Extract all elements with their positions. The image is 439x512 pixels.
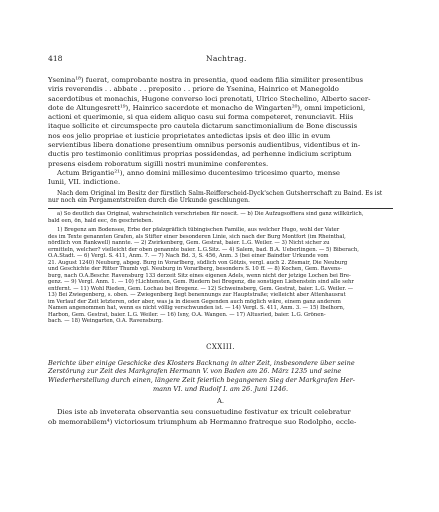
- textual-footnotes: [48, 211, 393, 224]
- document-page: [48, 54, 393, 427]
- source-line: nur noch ein Pergamentstreifen durch die Urkunde geschlungen.: [48, 197, 250, 205]
- footnote-line: O.A.Stadt. — 6) Vergl. S. 411, Anm. 7. — 7) Nach Bd. 3, S. 456, Anm. 3 (bei einer Baindter Urkunde vom: [48, 253, 329, 260]
- footnote-line: des im Texte genannten Grafen, als Stifter einer besonderen Linie, sich nach der Burg Montfort (im Rheinthal,: [48, 233, 346, 240]
- footnote-line: burg, nach O.A.Beschr. Ravensburg 133 derzeit Sitz eines eigenen Adels, wenn nicht der jetzige Lochen bei Bre-: [48, 272, 351, 279]
- footnote-line: nördlich von Rankwell) nannte. — 2) Zwirkenberg, Gem. Gestrat, baier. L.G. Weiler. — 3) Nicht sicher zu: [48, 240, 330, 247]
- section-text: [48, 408, 393, 427]
- text-line: presens eisdem roboratum sigilli nostri munimine conferentes.: [48, 159, 269, 168]
- text-line: ob memorabilem⁴) victoriosum triumphum ab Hermanno fratreque suo Rodolpho, eccle-: [48, 417, 357, 426]
- running-title: Nachtrag.: [206, 54, 247, 63]
- footnote-line: bald een, ön, hald eec, ön geschrieben.: [48, 217, 154, 224]
- footnote-line: und Geschichte der Ritter Thumb vgl. Neuburg in Vorarlberg, besonders S. 10 ff. — 8) Kochen, Gem. Ravens-: [48, 266, 342, 273]
- footnote-line: entfernt. — 11) Wohl Rieden, Gem. Lochau bei Bregenz. — 12) Schweinsberg, Gem. Gestrat, baier. L.G. Weiler. —: [48, 285, 354, 292]
- summary-line: Berichte über einige Geschicke des Klosters Backnang in alter Zeit, insbesondere über seine: [48, 358, 355, 367]
- footnote-line: 13) Bei Zwiegenberg, s. oben. — Zwiegenberg liegt benennungs zur Hauptstraße; vielleicht aber Attenhausrat: [48, 292, 346, 299]
- text-line: nos eos jelio propriae et iusticie proprietates antedictas ipsis et deo illic in evum: [48, 131, 331, 140]
- text-line: Actum Brigantie²¹), anno domini millesimo ducentesimo tricesimo quarto, mense: [57, 168, 340, 177]
- footnote-line: 1) Bregenz am Bodensee, Erbe der pfalzgräflich tübingischen Familie, aus welcher Hugo, wohl der Vater: [57, 227, 340, 234]
- page-number: 418: [48, 54, 63, 63]
- text-line: Dies iste ab inveterata observantia seu consuetudine festivatur ex tricult celebratur: [57, 408, 351, 417]
- footnote-line: Harbon, Gem. Gestrat, baier. L.G. Weiler. — 16) Isny, O.A. Wangen. — 17) Altusried, baier. L.G. Grönen-: [48, 311, 326, 318]
- text-line: itaque sollicite et circumspecte pro cautela dictarum sanctimonialium de Bone discussis: [48, 122, 358, 131]
- text-line: actioni et querimonie, si qua eidem aliquo casu sui forma competeret, renunciavit. Hiis: [48, 113, 354, 122]
- footnote-line: 21. August 1240) Neuburg, abgeg. Burg in Vorarlberg, südlich von Götzis, vergl. auch 2. Zösmair, Die Neuburg: [48, 259, 348, 266]
- text-line: viris reverendis . . abbate . . preposito . . priore de Ysenina, Hainrico et Manegoldo: [48, 85, 339, 94]
- document-number: CXXIII.: [206, 342, 235, 351]
- footnote-line: bach. — 18) Weingarten, O.A. Ravensburg.: [48, 318, 163, 325]
- text-line: Ysenina¹⁸) fuerat, comprobante nostra in presentia, quod eadem filia similiter presentibus: [48, 76, 364, 84]
- footnote-line: genz. — 9) Vergl. Anm. 1. — 10) †Lichtensten, Gem. Riedern bei Bregenz, die sonstigen Liebenstein sind alle sehr: [48, 279, 354, 286]
- text-line: Iunii, VII. indictione.: [48, 178, 121, 187]
- footnote-line: im Verlauf der Zeit letzteren, oder aber, was ja in diesen Gegenden auch möglich wäre, einem ganz anderem: [48, 298, 341, 305]
- footnote-line: Namen angenommen hat, wenn es nicht völlig verschwunden ist. — 14) Vergl. S. 411, Anm. 3. — 15) Ibelhorn,: [48, 305, 345, 312]
- footnote-line: ermitteln, welcher? vielleicht der oben genannte baier. L.G.Sitz. — 4) Salem, bad. B.A. Ueberlingen. — 5) Biberach,: [48, 246, 359, 253]
- section-label: A.: [216, 397, 225, 406]
- text-line: ductis pro testimonio conlitimus proprias possidendas, ad perhenne indicium scriptum: [48, 150, 352, 159]
- summary-line: Zerstörung zur Zeit des Markgrafen Hermann V. von Baden am 26. März 1235 und seine: [48, 367, 342, 376]
- historical-footnotes: [48, 227, 393, 325]
- text-line: sacerdotibus et monachis, Hugone converso loci prenotati, Ulrico Stechelino, Alberto sacer-: [48, 94, 371, 103]
- source-line: Nach dem Original im Besitz der fürstlich Salm-Reifferscheid-Dyck'schen Gutsherrschaft zu Baind. Es ist: [57, 189, 383, 197]
- summary-line: mann VI. und Rudolf I. am 26. Juni 1246.: [152, 384, 289, 393]
- source-note: [48, 190, 393, 206]
- text-line: dote de Altungesrett¹⁹), Hainrico sacerdote et monacho de Wingarten²⁰), omni impeticioni,: [48, 103, 366, 112]
- text-line: servientibus libera donatione presentium omnibus personis audientibus, videntibus et in-: [48, 141, 361, 150]
- summary-line: Wiederherstellung durch einen, längere Zeit feierlich begangenen Sieg der Markgrafen Her-: [48, 376, 355, 385]
- page-header: [48, 54, 393, 66]
- document-summary: [48, 359, 393, 393]
- footnote-line: a) So deutlich das Original, wahrscheinlich verschrieben für noscit. — b) Die Aufzugsoffiera sind ganz willkürlich,: [57, 211, 364, 218]
- footnote-divider: [48, 208, 393, 209]
- charter-text: [48, 76, 393, 188]
